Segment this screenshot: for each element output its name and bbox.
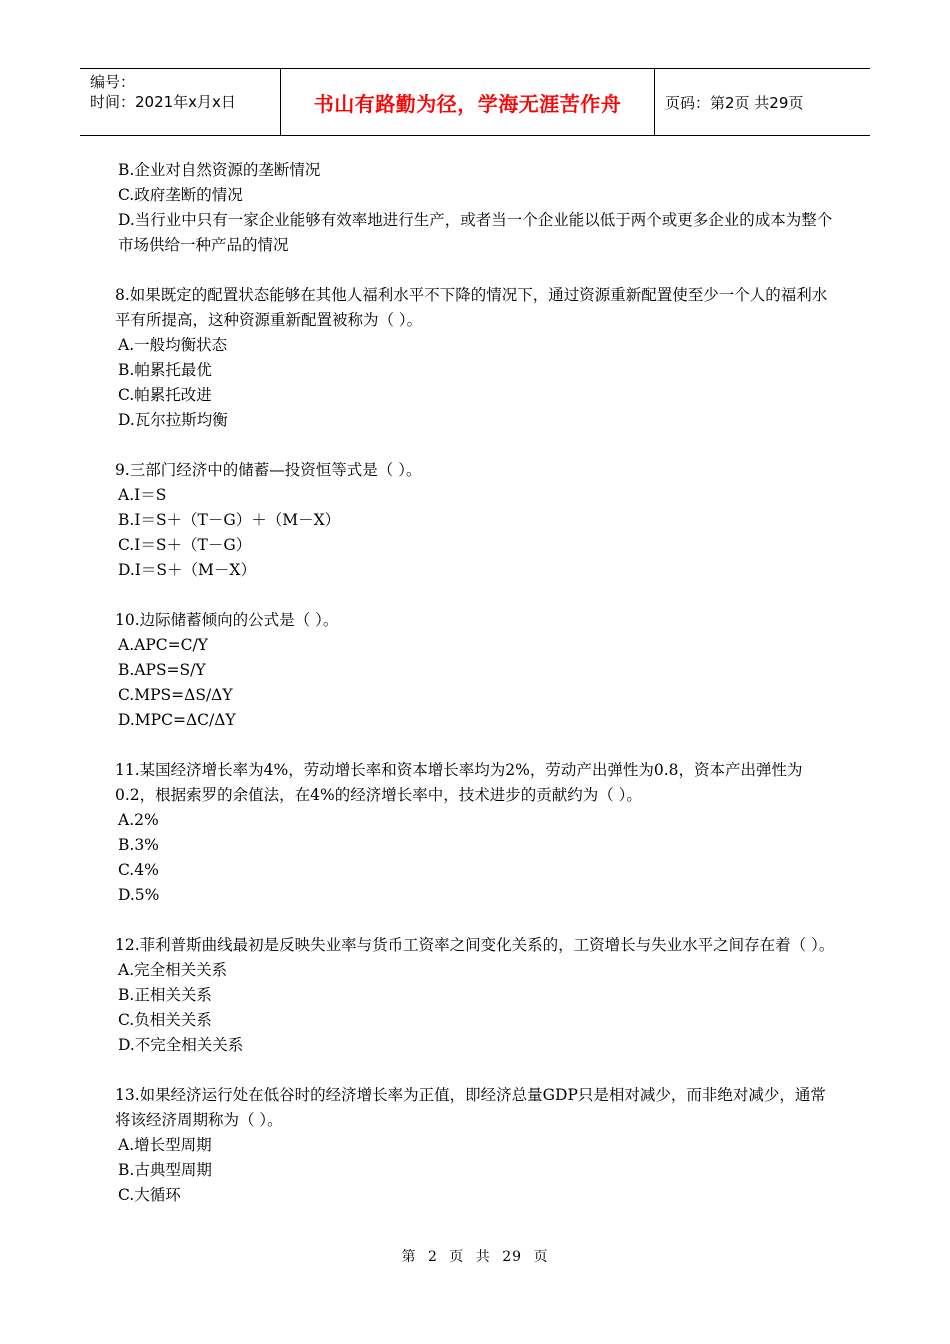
question-stem: 9.三部门经济中的储蓄—投资恒等式是（ ）。 bbox=[115, 461, 422, 479]
document-body bbox=[115, 158, 835, 1233]
question-12 bbox=[115, 933, 835, 1058]
option-d: D.不完全相关关系 bbox=[118, 1036, 244, 1054]
option-b: B.帕累托最优 bbox=[118, 361, 212, 379]
header-meta bbox=[80, 69, 281, 135]
question-stem: 12.菲利普斯曲线最初是反映失业率与货币工资率之间变化关系的，工资增长与失业水平之间存在着（ ）。 bbox=[115, 936, 835, 954]
option-a: A.I＝S bbox=[118, 486, 167, 504]
option-b: B.I＝S＋（T－G）＋（M－X） bbox=[118, 511, 341, 529]
question-stem: 13.如果经济运行处在低谷时的经济增长率为正值，即经济总量GDP只是相对减少，而非绝对减少，通常将该经济周期称为（ ）。 bbox=[115, 1086, 826, 1129]
option-a: A.一般均衡状态 bbox=[118, 336, 228, 354]
option-c: C.MPS=ΔS/ΔY bbox=[118, 686, 233, 704]
question-10 bbox=[115, 608, 835, 733]
option-b: B.正相关关系 bbox=[118, 986, 212, 1004]
option-b: B.APS=S/Y bbox=[118, 661, 206, 679]
option-c: C.大循环 bbox=[118, 1186, 181, 1204]
option-c: C.帕累托改进 bbox=[118, 386, 212, 404]
number-label: 编号： bbox=[90, 73, 136, 91]
option-c: C.I＝S＋（T－G） bbox=[118, 536, 252, 554]
question-9 bbox=[115, 458, 835, 583]
time-label: 时间：2021年x月x日 bbox=[90, 93, 236, 111]
option-d: D.当行业中只有一家企业能够有效率地进行生产，或者当一个企业能以低于两个或更多企业的成本为整个市场供给一种产品的情况 bbox=[118, 211, 833, 254]
option-c: C.4% bbox=[118, 861, 159, 879]
option-b: B.企业对自然资源的垄断情况 bbox=[118, 161, 321, 179]
option-a: A.2% bbox=[118, 811, 159, 829]
question-7-continuation bbox=[115, 158, 835, 258]
question-stem: 10.边际储蓄倾向的公式是（ ）。 bbox=[115, 611, 339, 629]
option-a: A.增长型周期 bbox=[118, 1136, 212, 1154]
question-13 bbox=[115, 1083, 835, 1208]
option-b: B.古典型周期 bbox=[118, 1161, 212, 1179]
option-d: D.瓦尔拉斯均衡 bbox=[118, 411, 228, 429]
option-a: A.完全相关关系 bbox=[118, 961, 228, 979]
option-d: D.I＝S＋（M－X） bbox=[118, 561, 256, 579]
header-motto: 书山有路勤为径，学海无涯苦作舟 bbox=[281, 69, 655, 135]
option-c: C.负相关关系 bbox=[118, 1011, 212, 1029]
question-stem: 11.某国经济增长率为4%，劳动增长率和资本增长率均为2%，劳动产出弹性为0.8，资本产出弹性为0.2，根据索罗的余值法，在4%的经济增长率中，技术进步的贡献约为（ ）。 bbox=[115, 761, 803, 804]
option-a: A.APC=C/Y bbox=[118, 636, 208, 654]
question-stem: 8.如果既定的配置状态能够在其他人福利水平不下降的情况下，通过资源重新配置使至少一个人的福利水平有所提高，这种资源重新配置被称为（ ）。 bbox=[115, 286, 828, 329]
option-b: B.3% bbox=[118, 836, 159, 854]
page-footer: 第 2 页 共 29 页 bbox=[401, 1249, 549, 1265]
option-d: D.5% bbox=[118, 886, 160, 904]
question-11 bbox=[115, 758, 835, 908]
page-header bbox=[80, 68, 870, 136]
header-page-info: 页码：第2页 共29页 bbox=[665, 93, 804, 112]
question-8 bbox=[115, 283, 835, 433]
option-d: D.MPC=ΔC/ΔY bbox=[118, 711, 236, 729]
option-c: C.政府垄断的情况 bbox=[118, 186, 243, 204]
